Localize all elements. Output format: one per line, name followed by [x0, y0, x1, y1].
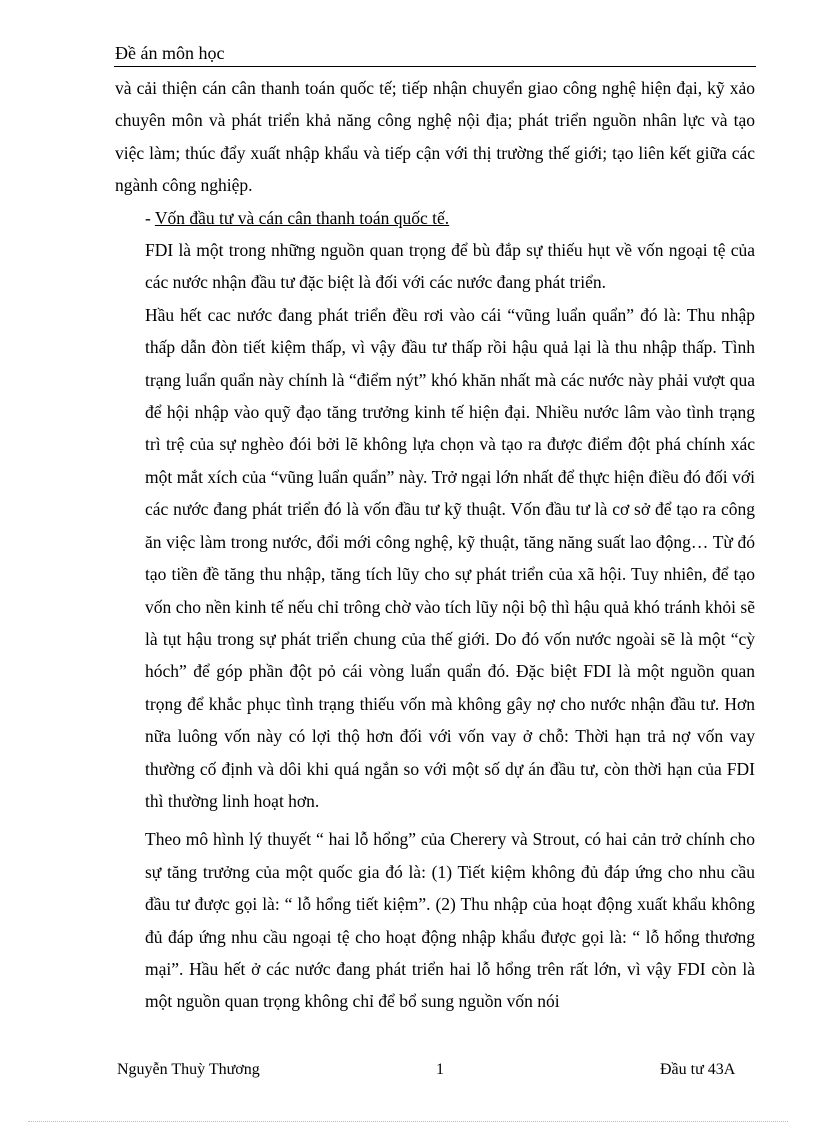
paragraph-two-gap-model: Theo mô hình lý thuyết “ hai lỗ hổng” của Cherery và Strout, có hai cản trở chính cho sự tăng trưởng của một quốc gia đó là: (1) Tiết kiệm không đủ đáp ứng cho nhu cầu đầu tư được gọi là: “ lỗ hổng tiết kiệm”. (2) Thu nhập của hoạt động xuất khẩu không đủ đáp ứng nhu cầu ngoại tệ cho hoạt động nhập khẩu được gọi là: “ lỗ hổng thương mại”. Hầu hết ở các nước đang phát triển hai lỗ hổng trên rất lớn, vì vậy FDI còn là một nguồn quan trọng không chỉ để bổ sung nguồn vốn nói: [145, 829, 755, 1012]
section-subheading: [145, 202, 755, 234]
page-bottom-edge: [28, 1121, 788, 1122]
page-header-title: Đề án môn học: [115, 43, 225, 63]
footer-class-label: Đầu tư 43A: [660, 1061, 736, 1078]
subheading-dash: -: [145, 207, 155, 228]
paragraph-continuation: và cải thiện cán cân thanh toán quốc tế; tiếp nhận chuyển giao công nghệ hiện đại, kỹ xảo chuyên môn và phát triển khả năng công nghệ nội địa; phát triển nguồn nhân lực và tạo việc làm; thúc đẩy xuất nhập khẩu và tiếp cận với thị trường thế giới; tạo liên kết giữa các ngành công nghiệp.: [115, 78, 755, 196]
document-body: [115, 72, 755, 1018]
footer-page-number: 1: [436, 1061, 444, 1078]
subheading-text: Vốn đầu tư và cán cân thanh toán quốc tế.: [154, 207, 450, 228]
paragraph-fdi-intro: FDI là một trong những nguồn quan trọng để bù đắp sự thiếu hụt về vốn ngoại tệ của các nước nhận đầu tư đặc biệt là đối với các nước đang phát triển.: [145, 240, 755, 293]
header-divider: [114, 66, 756, 67]
footer-author: Nguyễn Thuỳ Thương: [117, 1061, 260, 1078]
paragraph-vicious-circle: Hầu hết cac nước đang phát triển đều rơi vào cái “vũng luẩn quẩn” đó là: Thu nhập thấp dẫn đòn tiết kiệm thấp, vì vậy đầu tư thấp rồi hậu quả lại là thu nhập thấp. Tình trạng luẩn quẩn này chính là “điểm nýt” khó khăn nhất mà các nước này phải vượt qua để hội nhập vào quỹ đạo tăng trưởng kinh tế hiện đại. Nhiều nước lâm vào tình trạng trì trệ của sự nghèo đói bởi lẽ không lựa chọn và tạo ra được điểm đột phá chính xác một mắt xích của “vũng luẩn quẩn” này. Trở ngại lớn nhất để thực hiện điều đó đối với các nước đang phát triển đó là vốn đầu tư kỹ thuật. Vốn đầu tư là cơ sở để tạo ra công ăn việc làm trong nước, đổi mới công nghệ, kỹ thuật, tăng năng suất lao động… Từ đó tạo tiền đề tăng thu nhập, tăng tích lũy cho sự phát triển của xã hội. Tuy nhiên, để tạo vốn cho nền kinh tế nếu chỉ trông chờ vào tích lũy nội bộ thì hậu quả khó tránh khỏi sẽ là tụt hậu trong sự phát triển chung của thế giới. Do đó vốn nước ngoài sẽ là một “cỳ hóch” để góp phần đột pỏ cái vòng luẩn quẩn đó. Đặc biệt FDI là một nguồn quan trọng để khắc phục tình trạng thiếu vốn mà không gây nợ cho nước nhận đầu tư. Hơn nữa luông vốn này có lợi thộ hơn đối với vốn vay ở chỗ: Thời hạn trả nợ vốn vay thường cố định và dôi khi quá ngắn so với một số dự án đầu tư, còn thời hạn của FDI thì thường linh hoạt hơn.: [145, 304, 755, 811]
